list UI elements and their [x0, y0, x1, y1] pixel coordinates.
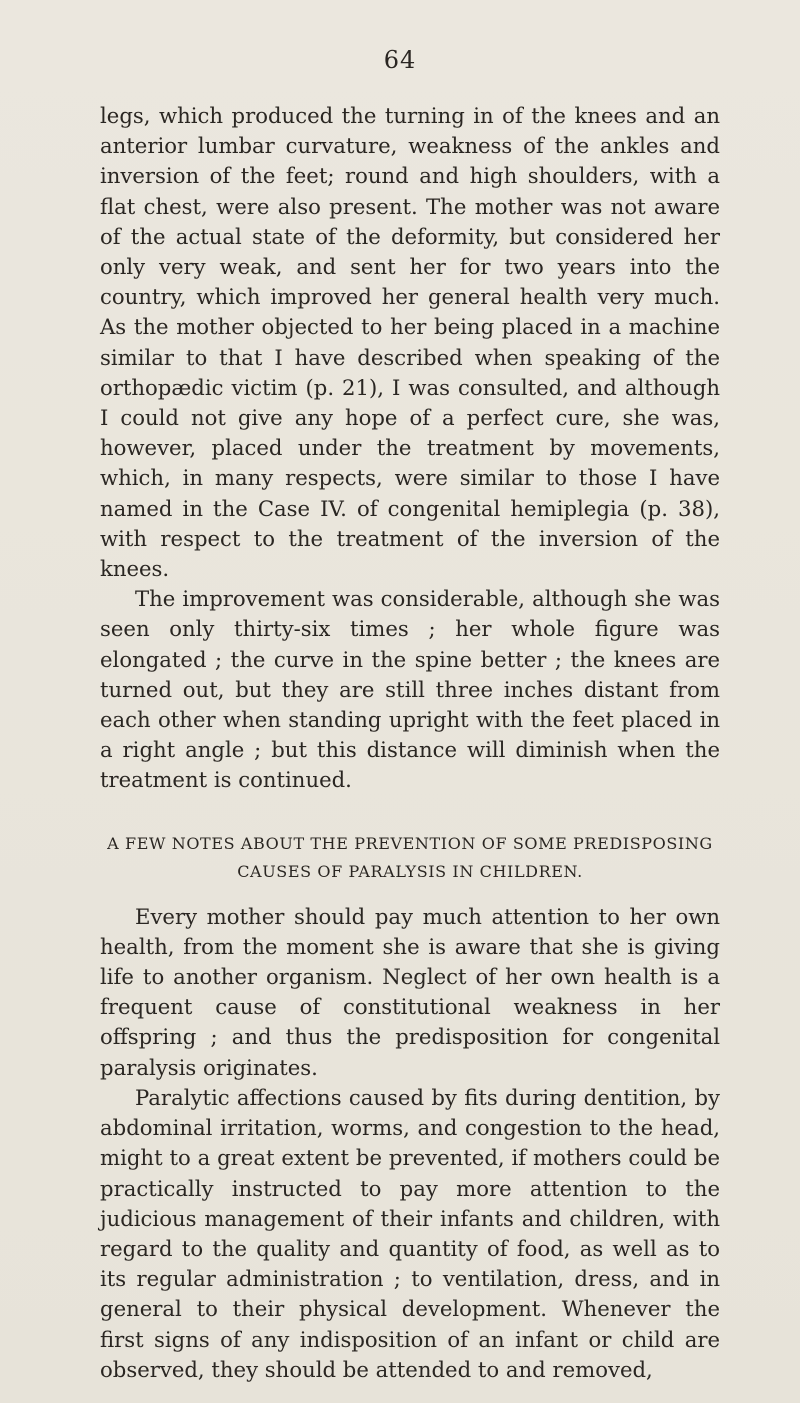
section-heading [100, 830, 720, 886]
page-body [100, 101, 720, 1385]
section-heading-line-1: A FEW NOTES ABOUT THE PREVENTION OF SOME PREDISPOSING [107, 833, 713, 853]
continuation-paragraph-1: legs, which produced the turning in of the knees and an anterior lumbar curvature, weakness of the ankles and inversion of the feet; round and high shoulders, with a flat chest, were also present. The mother was not aware of the actual state of the deformity, but considered her only very weak, and sent her for two years into the country, which improved her general health very much. As the mother objected to her being placed in a machine similar to that I have described when speaking of the orthopædic victim (p. 21), I was consulted, and although I could not give any hope of a perfect cure, she was, however, placed under the treatment by movements, which, in many respects, were similar to those I have named in the Case IV. of congenital hemiplegia (p. 38), with respect to the treatment of the inversion of the knees. [100, 103, 720, 582]
section-paragraph-2: Paralytic affections caused by fits during dentition, by abdominal irritation, worms, and congestion to the head, might to a great extent be prevented, if mothers could be practically instructed to pay more attention to the judicious management of their infants and children, with regard to the quality and quantity of food, as well as to its regular administration ; to ventilation, dress, and in general to their physical development. Whenever the first signs of any indisposition of an infant or child are observed, they should be attended to and removed, [100, 1084, 720, 1382]
continuation-paragraph-2: The improvement was considerable, although she was seen only thirty-six times ; her whole figure was elongated ; the curve in the spine better ; the knees are turned out, but they are still three inches distant from each other when standing upright with the feet placed in a right angle ; but this distance will diminish when the treatment is continued. [100, 586, 720, 793]
section-heading-line-2: CAUSES OF PARALYSIS IN CHILDREN. [237, 861, 583, 881]
section-paragraph-1: Every mother should pay much attention to her own health, from the moment she is aware that she is giving life to another organism. Neglect of her own health is a frequent cause of constitutional weakness in her offspring ; and thus the predisposition for congenital paralysis originates. [100, 903, 720, 1080]
page-number: 64 [383, 46, 417, 74]
